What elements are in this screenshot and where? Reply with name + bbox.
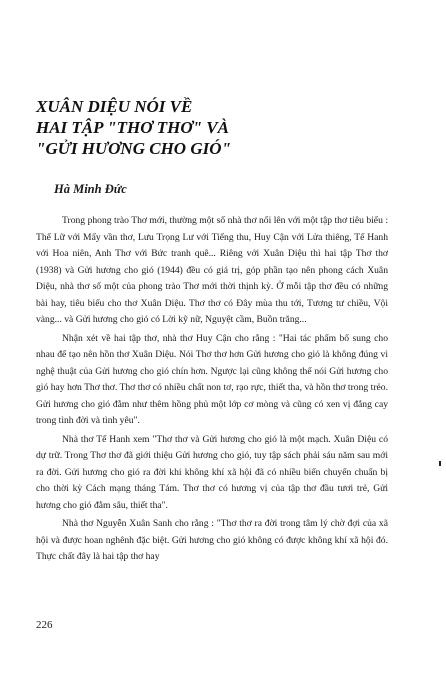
- title-line-1: XUÂN DIỆU NÓI VỀ: [36, 97, 193, 116]
- scan-edge-mark: [439, 461, 441, 466]
- paragraph-3: Nhà thơ Tế Hanh xem "Thơ thơ và Gửi hương cho gió là một mạch. Xuân Diệu có dự trữ. Trong Thơ thơ đã giới thiệu Gửi hương cho gió, tuy tập sách phải sáu năm sau mới ra đời. Gửi hương cho gió ra đời khi không khí xã hội đã có nhiều biến chuyển chuẩn bị cho thời kỳ Cách mạng tháng Tám. Thơ thơ có hương vị của tập thơ đầu tươi trẻ, Gửi hương cho gió đằm sâu, thiết tha".: [36, 433, 388, 511]
- article-title: [36, 96, 376, 159]
- paragraph-1: Trong phong trào Thơ mới, thường một số nhà thơ nổi lên với một tập thơ tiêu biểu : Thế Lữ với Mấy vần thơ, Lưu Trọng Lư với Tiếng thu, Huy Cận với Lửa thiêng, Tế Hanh với Hoa niên, Anh Thơ với Bức tranh quê... Riêng với Xuân Diệu thì hai tập Thơ thơ (1938) và Gửi hương cho gió (1944) đều có giá trị, góp phần tạo nên phong cách Xuân Diệu, nhà thơ số một của phong trào Thơ mới thời thịnh kỳ. Ở mỗi tập thơ đều có những bài hay, tiêu biểu cho thơ Xuân Diệu. Thơ thơ có Đây mùa thu tới, Tương tư chiều, Vội vàng... và Gửi hương cho gió có Lời kỹ nữ, Nguyệt cầm, Buồn trăng...: [36, 215, 388, 325]
- article-body: [36, 213, 388, 568]
- paragraph-2: Nhận xét về hai tập thơ, nhà thơ Huy Cận cho rằng : "Hai tác phẩm bổ sung cho nhau để tạo nên hồn thơ Xuân Diệu. Nói Thơ thơ hơn Gửi hương cho gió là không đúng vì nghệ thuật của Gửi hương cho gió chín hơn. Ngược lại cũng không thể nói Gửi hương cho gió hay hơn Thơ thơ. Thơ thơ có nhiều chất non tơ, rạo rực, thiết tha, và hồn thơ trong trẻo. Gửi hương cho gió đằm như thêm hồng phủ một lớp cơ mòng và cũng có xen vị đắng cay trong tình đời và tình yêu".: [36, 332, 388, 426]
- title-line-3: "GỬI HƯƠNG CHO GIÓ": [36, 139, 231, 158]
- page-number: 226: [36, 619, 53, 631]
- author-name: Hà Minh Đức: [54, 182, 127, 196]
- title-line-2: HAI TẬP "THƠ THƠ" VÀ: [36, 118, 229, 137]
- paragraph-4: Nhà thơ Nguyễn Xuân Sanh cho rằng : "Thơ thơ ra đời trong tâm lý chờ đợi của xã hội và được hoan nghênh đặc biệt. Gửi hương cho gió không có được không khí xã hội đó. Thực chất đây là hai tập thơ hay: [36, 518, 388, 562]
